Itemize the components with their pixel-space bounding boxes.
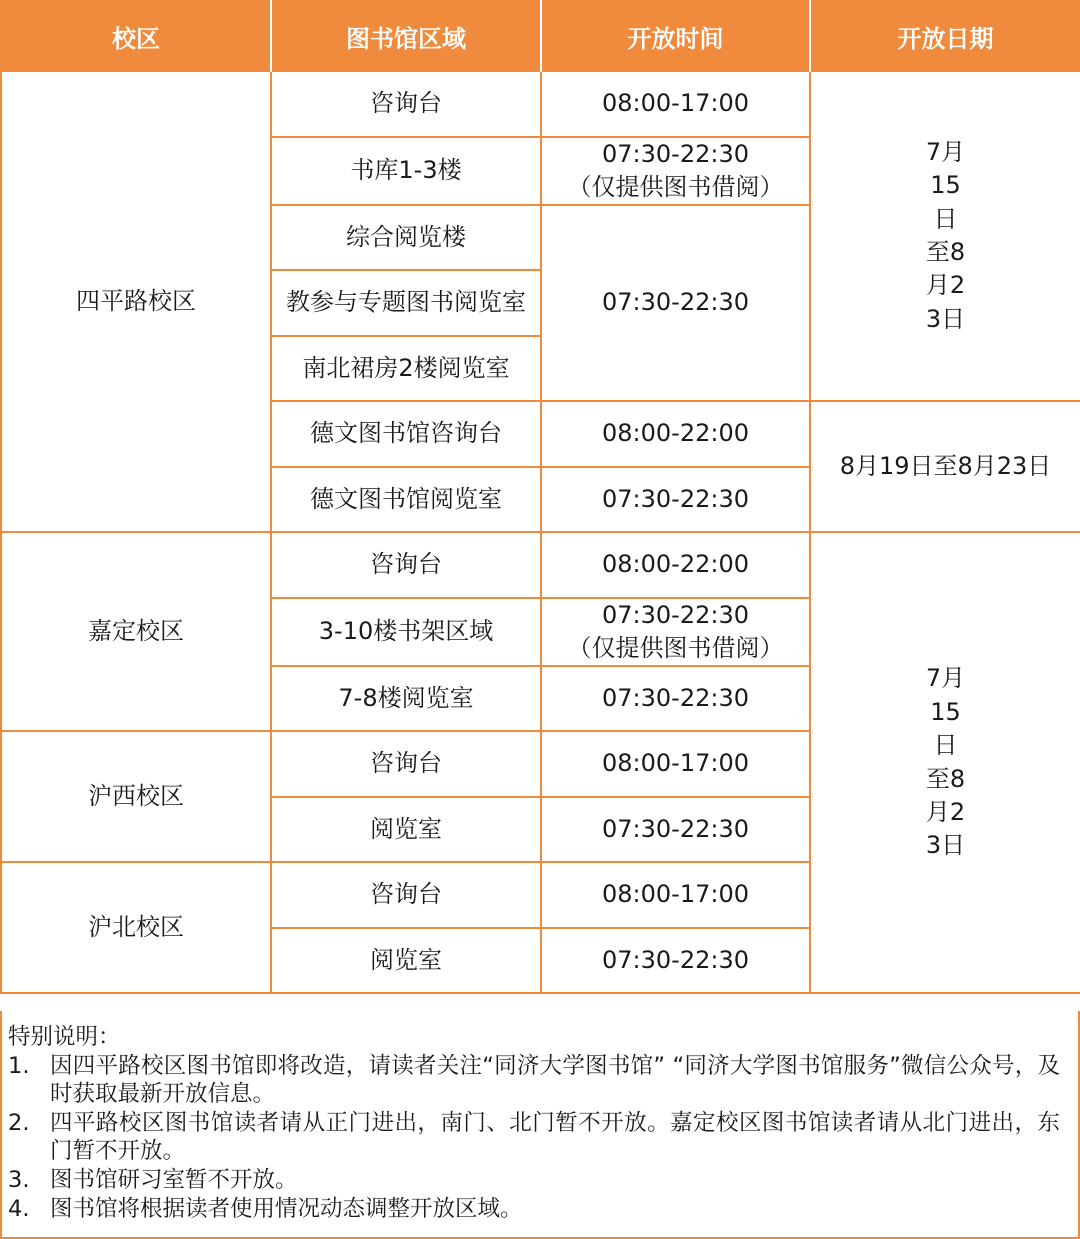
campus-cell-siping: 四平路校区 — [1, 71, 271, 532]
time-value: 07:30-22:30 — [602, 139, 749, 168]
time-cell — [541, 137, 810, 205]
note-text: 图书馆将根据读者使用情况动态调整开放区域。 — [50, 1195, 523, 1222]
time-note: （仅提供图书借阅） — [567, 633, 784, 662]
time-cell — [541, 598, 810, 666]
time-cell: 08:00-22:00 — [541, 532, 810, 598]
header-opening-date: 开放日期 — [810, 1, 1080, 71]
time-cell: 07:30-22:30 — [541, 467, 810, 533]
area-cell: 咨询台 — [271, 71, 541, 137]
date-cell-main — [810, 71, 1080, 401]
area-cell: 咨询台 — [271, 532, 541, 598]
area-cell: 3-10楼书架区域 — [271, 598, 541, 666]
campus-cell-jiading: 嘉定校区 — [1, 532, 271, 731]
header-opening-time: 开放时间 — [541, 1, 810, 71]
note-text: 四平路校区图书馆读者请从正门进出，南门、北门暂不开放。嘉定校区图书馆读者请从北门进出，东门暂不开放。 — [50, 1109, 1060, 1165]
area-cell: 7-8楼阅览室 — [271, 666, 541, 732]
note-number: 4. — [8, 1195, 30, 1222]
time-cell: 07:30-22:30 — [541, 666, 810, 732]
time-cell: 07:30-22:30 — [541, 928, 810, 994]
table-header-row — [1, 1, 1080, 71]
date-vertical-text: 7月15日至8月23日 — [925, 664, 966, 860]
time-note: （仅提供图书借阅） — [567, 172, 784, 201]
time-cell: 08:00-22:00 — [541, 401, 810, 467]
note-number: 2. — [8, 1109, 30, 1136]
note-text: 图书馆研习室暂不开放。 — [50, 1166, 298, 1193]
table-row — [1, 71, 1080, 137]
area-cell: 阅览室 — [271, 928, 541, 994]
area-cell: 综合阅览楼 — [271, 205, 541, 271]
area-cell: 咨询台 — [271, 862, 541, 928]
notes-title: 特别说明： — [8, 1024, 121, 1050]
table-row — [1, 532, 1080, 598]
header-library-area: 图书馆区域 — [271, 1, 541, 71]
time-cell: 08:00-17:00 — [541, 731, 810, 797]
campus-cell-huxi: 沪西校区 — [1, 731, 271, 862]
time-value: 07:30-22:30 — [602, 600, 749, 629]
special-notes — [0, 1011, 1080, 1239]
header-campus: 校区 — [1, 1, 271, 71]
note-number: 3. — [8, 1166, 30, 1193]
note-item — [8, 1166, 1060, 1195]
note-text: 因四平路校区图书馆即将改造，请读者关注“同济大学图书馆” “同济大学图书馆服务”微信公众号，及时获取最新开放信息。 — [50, 1052, 1060, 1108]
area-cell: 阅览室 — [271, 797, 541, 863]
area-cell: 书库1-3楼 — [271, 137, 541, 205]
area-cell: 德文图书馆阅览室 — [271, 467, 541, 533]
date-cell-main-2 — [810, 532, 1080, 993]
campus-cell-hubei: 沪北校区 — [1, 862, 271, 993]
date-cell-german: 8月19日至8月23日 — [810, 401, 1080, 532]
time-cell: 08:00-17:00 — [541, 71, 810, 137]
note-number: 1. — [8, 1052, 30, 1079]
time-cell: 07:30-22:30 — [541, 797, 810, 863]
time-cell: 08:00-17:00 — [541, 862, 810, 928]
area-cell: 教参与专题图书阅览室 — [271, 270, 541, 336]
time-cell: 07:30-22:30 — [541, 205, 810, 402]
date-vertical-text: 7月15日至8月23日 — [925, 137, 966, 333]
area-cell: 咨询台 — [271, 731, 541, 797]
area-cell: 南北裙房2楼阅览室 — [271, 336, 541, 402]
note-item — [8, 1109, 1060, 1166]
note-item — [8, 1052, 1060, 1109]
area-cell: 德文图书馆咨询台 — [271, 401, 541, 467]
note-item — [8, 1195, 1060, 1224]
